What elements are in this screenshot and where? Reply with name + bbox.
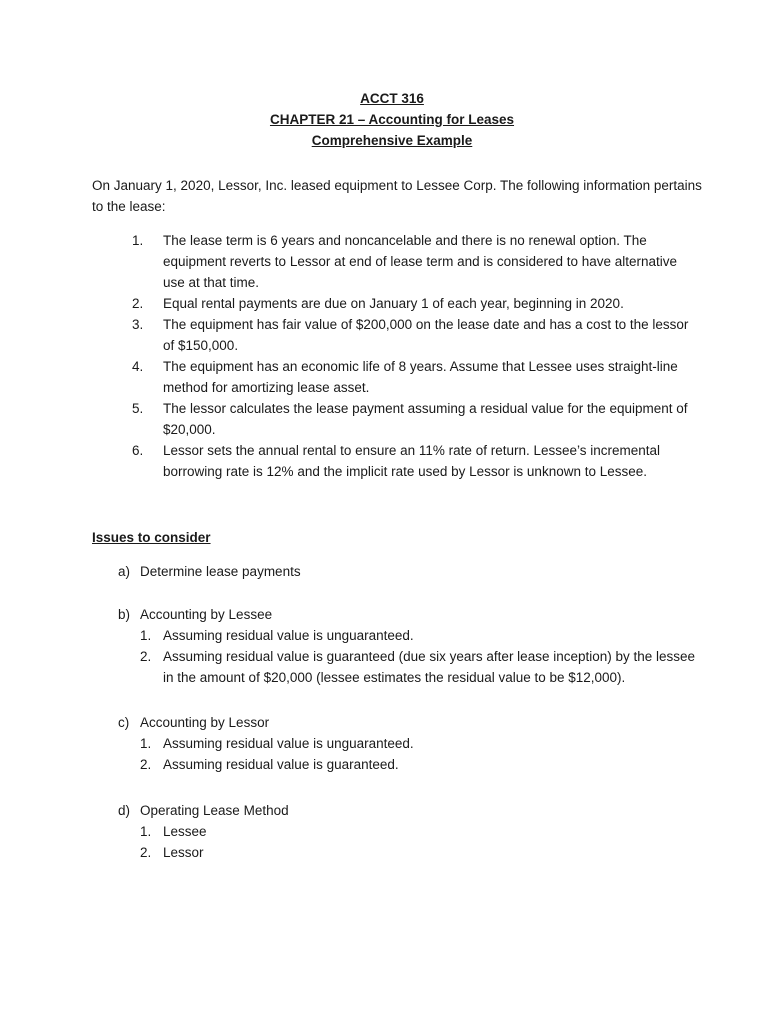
issue-sub-list bbox=[118, 821, 708, 863]
item-number: 2. bbox=[140, 649, 152, 664]
list-item bbox=[132, 440, 702, 482]
item-text: Assuming residual value is guaranteed (due six years after lease inception) by the lessee in the amount of $20,000 (lessee estimates the residual value to be $12,000). bbox=[163, 649, 696, 685]
item-number: 1. bbox=[132, 233, 144, 248]
issue-title: Determine lease payments bbox=[140, 564, 301, 579]
item-number: 1. bbox=[140, 824, 152, 839]
lease-facts-list bbox=[132, 230, 702, 482]
item-text: Assuming residual value is guaranteed. bbox=[163, 757, 399, 772]
course-code: ACCT 316 bbox=[360, 91, 424, 106]
item-number: 4. bbox=[132, 359, 144, 374]
item-number: 6. bbox=[132, 443, 144, 458]
item-text: Lessor bbox=[163, 845, 204, 860]
item-number: 3. bbox=[132, 317, 144, 332]
item-text: Assuming residual value is unguaranteed. bbox=[163, 736, 414, 751]
list-item bbox=[118, 842, 708, 863]
item-text: The equipment has fair value of $200,000 on the lease date and has a cost to the lessor of $150,000. bbox=[163, 317, 689, 353]
list-item bbox=[132, 398, 702, 440]
list-item bbox=[118, 754, 708, 775]
document-subtitle: Comprehensive Example bbox=[311, 133, 473, 148]
item-text: Lessor sets the annual rental to ensure an 11% rate of return. Lessee’s incremental borrowing rate is 12% and the implicit rate used by Lessor is unknown to Lessee. bbox=[163, 443, 661, 479]
item-number: 2. bbox=[140, 845, 152, 860]
issue-letter: a) bbox=[118, 564, 131, 579]
item-text: The lease term is 6 years and noncancelable and there is no renewal option. The equipment reverts to Lessor at end of lease term and is considered to have alternative use at that time. bbox=[163, 233, 678, 290]
item-number: 2. bbox=[132, 296, 144, 311]
issue-sub-list bbox=[118, 733, 708, 775]
chapter-title: CHAPTER 21 – Accounting for Leases bbox=[269, 112, 515, 127]
item-number: 2. bbox=[140, 757, 152, 772]
issue-d bbox=[118, 800, 708, 863]
issues-heading: Issues to consider bbox=[92, 530, 211, 545]
list-item bbox=[118, 646, 708, 688]
item-text: The equipment has an economic life of 8 years. Assume that Lessee uses straight-line method for amortizing lease asset. bbox=[163, 359, 678, 395]
item-number: 1. bbox=[140, 736, 152, 751]
issue-letter: b) bbox=[118, 607, 131, 622]
item-text: Assuming residual value is unguaranteed. bbox=[163, 628, 414, 643]
list-item bbox=[132, 314, 702, 356]
item-number: 5. bbox=[132, 401, 144, 416]
issue-sub-list bbox=[118, 625, 708, 688]
issue-c bbox=[118, 712, 708, 775]
list-item bbox=[132, 293, 702, 314]
item-number: 1. bbox=[140, 628, 152, 643]
issue-letter: d) bbox=[118, 803, 131, 818]
issue-b bbox=[118, 604, 708, 688]
list-item bbox=[118, 821, 708, 842]
list-item bbox=[118, 733, 708, 754]
item-text: Equal rental payments are due on January 1 of each year, beginning in 2020. bbox=[163, 296, 624, 311]
intro-paragraph: On January 1, 2020, Lessor, Inc. leased equipment to Lessee Corp. The following information pertains to the lease: bbox=[92, 178, 702, 214]
list-item bbox=[132, 356, 702, 398]
item-text: Lessee bbox=[163, 824, 207, 839]
issue-title: Accounting by Lessee bbox=[140, 607, 273, 622]
document-header bbox=[0, 88, 784, 151]
item-text: The lessor calculates the lease payment assuming a residual value for the equipment of $20,000. bbox=[163, 401, 688, 437]
list-item bbox=[118, 625, 708, 646]
list-item bbox=[132, 230, 702, 293]
issue-title: Accounting by Lessor bbox=[140, 715, 270, 730]
issue-title: Operating Lease Method bbox=[140, 803, 289, 818]
issue-letter: c) bbox=[118, 715, 130, 730]
issue-a bbox=[118, 561, 708, 582]
